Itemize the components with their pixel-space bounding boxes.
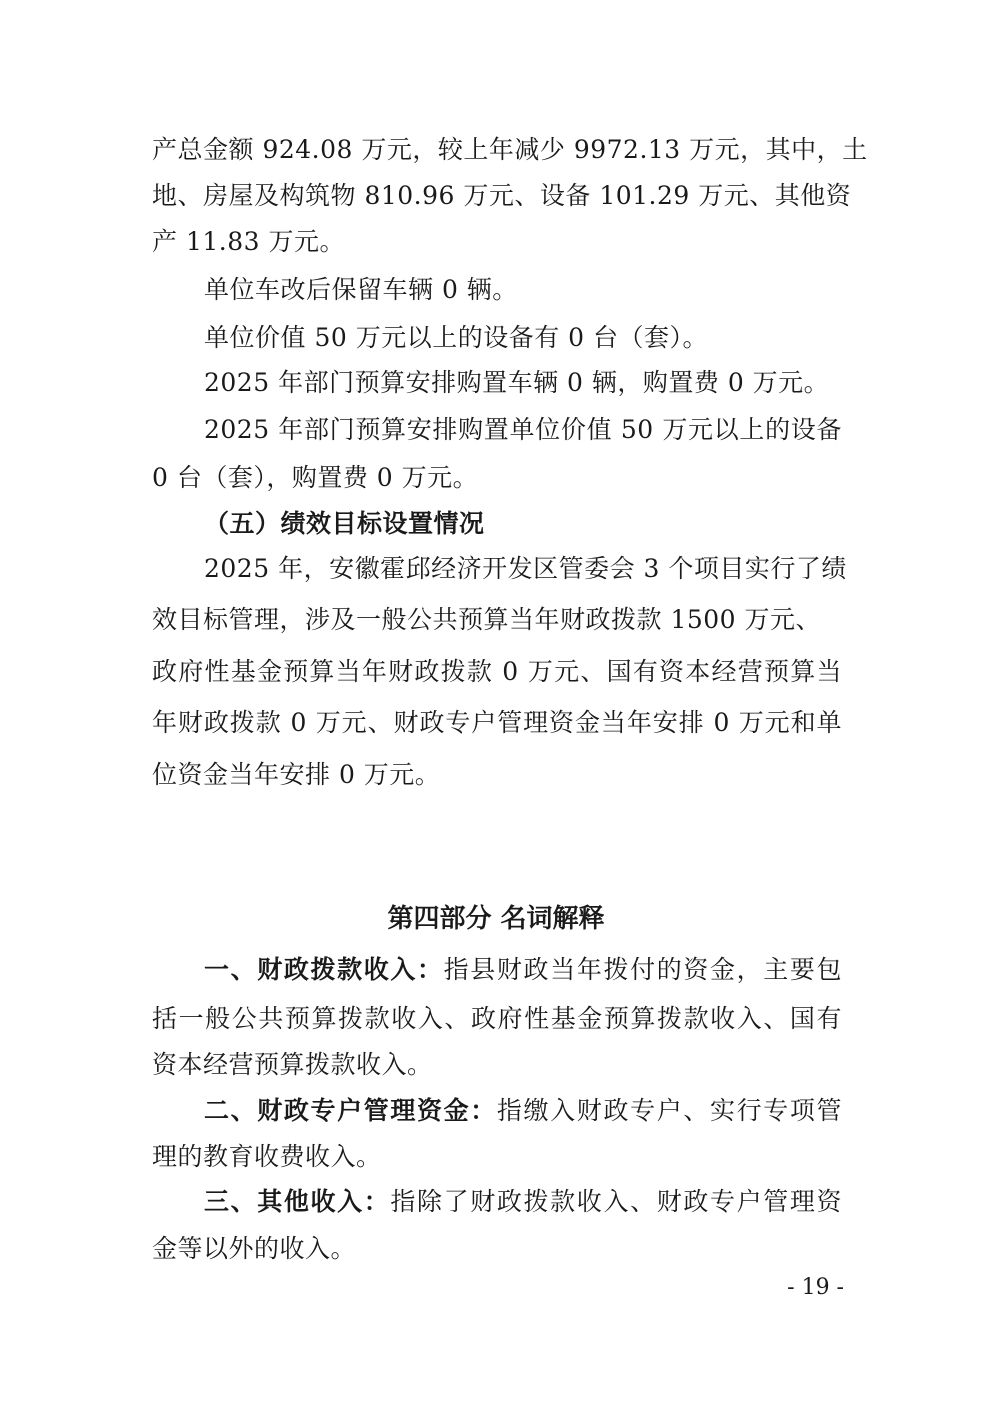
performance-line-4: 年财政拨款 0 万元、财政专户管理资金当年安排 0 万元和单 [152,708,842,737]
assets-line-2: 地、房屋及构筑物 810.96 万元、设备 101.29 万元、其他资 [152,181,852,210]
part-four-title: 第四部分 名词解释 [387,904,605,934]
performance-line-2: 效目标管理，涉及一般公共预算当年财政拨款 1500 万元、 [152,605,822,634]
assets-line-3: 产 11.83 万元。 [152,227,345,256]
term-3-label: 三、其他收入： [204,1187,391,1216]
assets-line-1: 产总金额 924.08 万元，较上年减少 9972.13 万元，其中，土 [152,135,868,164]
term-1-label: 一、财政拨款收入： [204,955,444,984]
term-3-definition: 指除了财政拨款收入、财政专户管理资 [390,1187,842,1216]
term-3-line-1 [204,1185,842,1219]
term-1-definition: 指县财政当年拨付的资金，主要包 [443,955,842,984]
term-3-line-2: 金等以外的收入。 [152,1234,357,1263]
page-number: - 19 - [787,1275,844,1300]
term-2-label: 二、财政专户管理资金： [204,1096,497,1125]
performance-line-5: 位资金当年安排 0 万元。 [152,760,441,789]
performance-line-3: 政府性基金预算当年财政拨款 0 万元、国有资本经营预算当 [152,657,842,686]
term-1-line-3: 资本经营预算拨款收入。 [152,1050,433,1079]
term-1-line-2: 括一般公共预算拨款收入、政府性基金预算拨款收入、国有 [152,1004,842,1033]
equipment-count: 单位价值 50 万元以上的设备有 0 台（套）。 [204,323,709,352]
term-2-line-1 [204,1094,842,1128]
term-1-line-1 [204,953,842,987]
performance-heading: （五）绩效目标设置情况 [204,509,485,538]
term-2-line-2: 理的教育收费收入。 [152,1142,382,1171]
term-2-definition: 指缴入财政专户、实行专项管 [496,1096,842,1125]
purchase-equipment-line-2: 0 台（套），购置费 0 万元。 [152,463,479,492]
purchase-vehicles: 2025 年部门预算安排购置车辆 0 辆，购置费 0 万元。 [204,368,830,397]
purchase-equipment-line-1: 2025 年部门预算安排购置单位价值 50 万元以上的设备 [204,415,842,444]
performance-line-1: 2025 年，安徽霍邱经济开发区管委会 3 个项目实行了绩 [204,554,847,583]
vehicles-retained: 单位车改后保留车辆 0 辆。 [204,275,518,304]
